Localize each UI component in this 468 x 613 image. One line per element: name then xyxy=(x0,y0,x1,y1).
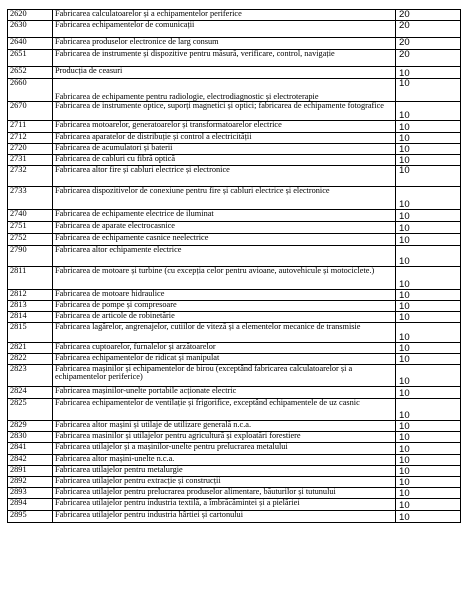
activity-code: 2830 xyxy=(8,432,53,443)
activity-description: Fabricarea mașinilor și echipamentelor de birou (exceptând fabricarea calculatoarelor și a echipamentelor periferice) xyxy=(53,365,396,387)
table-row xyxy=(8,155,461,166)
activity-value: 10 xyxy=(396,466,461,477)
activity-value: 10 xyxy=(396,443,461,455)
activity-description: Fabricarea utilajelor pentru industria textilă, a îmbrăcămintei și a pielăriei xyxy=(53,499,396,511)
table-row xyxy=(8,210,461,222)
activity-description: Fabricarea aparatelor de distribuție și control a electricității xyxy=(53,133,396,144)
activity-description: Fabricarea de echipamente electrice de iluminat xyxy=(53,210,396,222)
table-row xyxy=(8,399,461,421)
activity-code: 2732 xyxy=(8,166,53,187)
activity-description: Fabricarea echipamentelor de ridicat și manipulat xyxy=(53,354,396,365)
activity-value: 10 xyxy=(396,210,461,222)
activity-description: Fabricarea lagărelor, angrenajelor, cutiilor de viteză și a elementelor mecanice de transmisie xyxy=(53,323,396,343)
activity-description: Fabricarea de cabluri cu fibră optică xyxy=(53,155,396,166)
activity-description: Fabricarea masinilor și utilajelor pentru agricultură și exploatări forestiere xyxy=(53,432,396,443)
activity-value: 10 xyxy=(396,432,461,443)
table-row xyxy=(8,323,461,343)
table-row xyxy=(8,301,461,312)
table-row xyxy=(8,455,461,466)
table-row xyxy=(8,21,461,38)
activity-value: 20 xyxy=(396,38,461,50)
activity-code: 2822 xyxy=(8,354,53,365)
activity-description: Fabricarea de motoare și turbine (cu excepția celor pentru avioane, autovehicule și motociclete.) xyxy=(53,267,396,290)
activity-code: 2891 xyxy=(8,466,53,477)
activity-code: 2731 xyxy=(8,155,53,166)
activity-description: Fabricarea de instrumente optice, suporți magnetici și optici; fabricarea de echipamente fotografice xyxy=(53,102,396,121)
activity-description: Fabricarea echipamentelor de ventilație și frigorifice, exceptând echipamentele de uz casnic xyxy=(53,399,396,421)
activity-code: 2812 xyxy=(8,290,53,301)
activity-value: 10 xyxy=(396,144,461,155)
activity-description: Fabricarea mașinilor-unelte portabile acționate electric xyxy=(53,387,396,399)
activity-description: Fabricarea altor fire și cabluri electrice și electronice xyxy=(53,166,396,187)
activity-value: 10 xyxy=(396,511,461,523)
activity-value: 10 xyxy=(396,477,461,488)
activity-code: 2813 xyxy=(8,301,53,312)
activity-value: 10 xyxy=(396,488,461,499)
activity-description: Fabricarea de instrumente și dispozitive pentru măsură, verificare, control, navigație xyxy=(53,50,396,67)
activity-description: Fabricarea altor echipamente electrice xyxy=(53,246,396,267)
activity-value: 10 xyxy=(396,365,461,387)
activity-description: Fabricarea altor mașini-unelte n.c.a. xyxy=(53,455,396,466)
activity-value: 10 xyxy=(396,246,461,267)
activity-description: Fabricarea de acumulatori și baterii xyxy=(53,144,396,155)
activity-value: 10 xyxy=(396,399,461,421)
activity-value: 10 xyxy=(396,222,461,234)
activity-code: 2651 xyxy=(8,50,53,67)
table-row xyxy=(8,121,461,133)
activity-description: Fabricarea de motoare hidraulice xyxy=(53,290,396,301)
activity-code: 2842 xyxy=(8,455,53,466)
table-row xyxy=(8,312,461,323)
activity-description: Fabricarea dispozitivelor de conexiune pentru fire și cabluri electrice și electronice xyxy=(53,187,396,210)
activity-code: 2814 xyxy=(8,312,53,323)
activity-value: 10 xyxy=(396,455,461,466)
activity-code: 2815 xyxy=(8,323,53,343)
activity-description: Fabricarea de echipamente pentru radiologie, electrodiagnostic și electroterapie xyxy=(53,79,396,102)
activity-description: Fabricarea altor mașini și utilaje de utilizare generală n.c.a. xyxy=(53,421,396,432)
activity-description: Fabricarea motoarelor, generatoarelor și transformatoarelor electrice xyxy=(53,121,396,133)
activity-description: Fabricarea utilajelor pentru extracție și construcții xyxy=(53,477,396,488)
activity-code: 2790 xyxy=(8,246,53,267)
table-body xyxy=(8,10,461,523)
table-row xyxy=(8,133,461,144)
table-row xyxy=(8,354,461,365)
activity-value: 10 xyxy=(396,499,461,511)
table-row xyxy=(8,10,461,21)
table-row xyxy=(8,443,461,455)
activity-value: 10 xyxy=(396,187,461,210)
activity-code: 2652 xyxy=(8,67,53,79)
table-row xyxy=(8,387,461,399)
caen-activity-table xyxy=(7,9,461,523)
table-row xyxy=(8,466,461,477)
table-row xyxy=(8,477,461,488)
activity-code: 2824 xyxy=(8,387,53,399)
activity-value: 10 xyxy=(396,166,461,187)
activity-code: 2751 xyxy=(8,222,53,234)
activity-code: 2825 xyxy=(8,399,53,421)
activity-value: 10 xyxy=(396,354,461,365)
table-row xyxy=(8,343,461,354)
activity-code: 2829 xyxy=(8,421,53,432)
activity-value: 20 xyxy=(396,50,461,67)
activity-value: 10 xyxy=(396,301,461,312)
table-row xyxy=(8,365,461,387)
table-row xyxy=(8,499,461,511)
table-row xyxy=(8,234,461,246)
activity-code: 2660 xyxy=(8,79,53,102)
table-row xyxy=(8,488,461,499)
activity-value: 10 xyxy=(396,312,461,323)
activity-code: 2811 xyxy=(8,267,53,290)
activity-code: 2895 xyxy=(8,511,53,523)
activity-code: 2821 xyxy=(8,343,53,354)
activity-code: 2892 xyxy=(8,477,53,488)
activity-value: 10 xyxy=(396,155,461,166)
activity-value: 10 xyxy=(396,102,461,121)
activity-code: 2630 xyxy=(8,21,53,38)
activity-code: 2712 xyxy=(8,133,53,144)
activity-code: 2894 xyxy=(8,499,53,511)
activity-value: 10 xyxy=(396,267,461,290)
activity-value: 10 xyxy=(396,79,461,102)
activity-value: 10 xyxy=(396,234,461,246)
table-row xyxy=(8,187,461,210)
activity-code: 2893 xyxy=(8,488,53,499)
activity-description: Fabricarea utilajelor și a mașinilor-unelte pentru prelucrarea metalului xyxy=(53,443,396,455)
activity-description: Fabricarea produselor electronice de larg consum xyxy=(53,38,396,50)
activity-description: Fabricarea de aparate electrocasnice xyxy=(53,222,396,234)
activity-value: 20 xyxy=(396,21,461,38)
activity-description: Fabricarea de pompe și compresoare xyxy=(53,301,396,312)
activity-description: Fabricarea cuptoarelor, furnalelor și arzătoarelor xyxy=(53,343,396,354)
activity-value: 10 xyxy=(396,323,461,343)
table-row xyxy=(8,290,461,301)
activity-code: 2752 xyxy=(8,234,53,246)
activity-code: 2640 xyxy=(8,38,53,50)
activity-code: 2733 xyxy=(8,187,53,210)
table-row xyxy=(8,166,461,187)
activity-value: 10 xyxy=(396,67,461,79)
activity-code: 2823 xyxy=(8,365,53,387)
activity-code: 2841 xyxy=(8,443,53,455)
table-row xyxy=(8,432,461,443)
activity-description: Producția de ceasuri xyxy=(53,67,396,79)
activity-description: Fabricarea utilajelor pentru industria hârtiei și cartonului xyxy=(53,511,396,523)
activity-description: Fabricarea de articole de robinetărie xyxy=(53,312,396,323)
table-row xyxy=(8,222,461,234)
activity-code: 2720 xyxy=(8,144,53,155)
activity-code: 2711 xyxy=(8,121,53,133)
table-row xyxy=(8,67,461,79)
activity-code: 2740 xyxy=(8,210,53,222)
table-row xyxy=(8,421,461,432)
activity-value: 10 xyxy=(396,421,461,432)
activity-value: 10 xyxy=(396,133,461,144)
activity-value: 10 xyxy=(396,121,461,133)
table-row xyxy=(8,38,461,50)
activity-code: 2670 xyxy=(8,102,53,121)
table-row xyxy=(8,246,461,267)
activity-code: 2620 xyxy=(8,10,53,21)
activity-description: Fabricarea utilajelor pentru prelucrarea produselor alimentare, băuturilor și tutunului xyxy=(53,488,396,499)
activity-value: 10 xyxy=(396,290,461,301)
activity-description: Fabricarea de echipamente casnice neelectrice xyxy=(53,234,396,246)
table-row xyxy=(8,79,461,102)
activity-description: Fabricarea calculatoarelor și a echipamentelor periferice xyxy=(53,10,396,21)
table-row xyxy=(8,144,461,155)
table-row xyxy=(8,267,461,290)
table-row xyxy=(8,511,461,523)
table-row xyxy=(8,50,461,67)
activity-value: 20 xyxy=(396,10,461,21)
activity-value: 10 xyxy=(396,387,461,399)
activity-description: Fabricarea echipamentelor de comunicații xyxy=(53,21,396,38)
activity-value: 10 xyxy=(396,343,461,354)
activity-description: Fabricarea utilajelor pentru metalurgie xyxy=(53,466,396,477)
table-row xyxy=(8,102,461,121)
